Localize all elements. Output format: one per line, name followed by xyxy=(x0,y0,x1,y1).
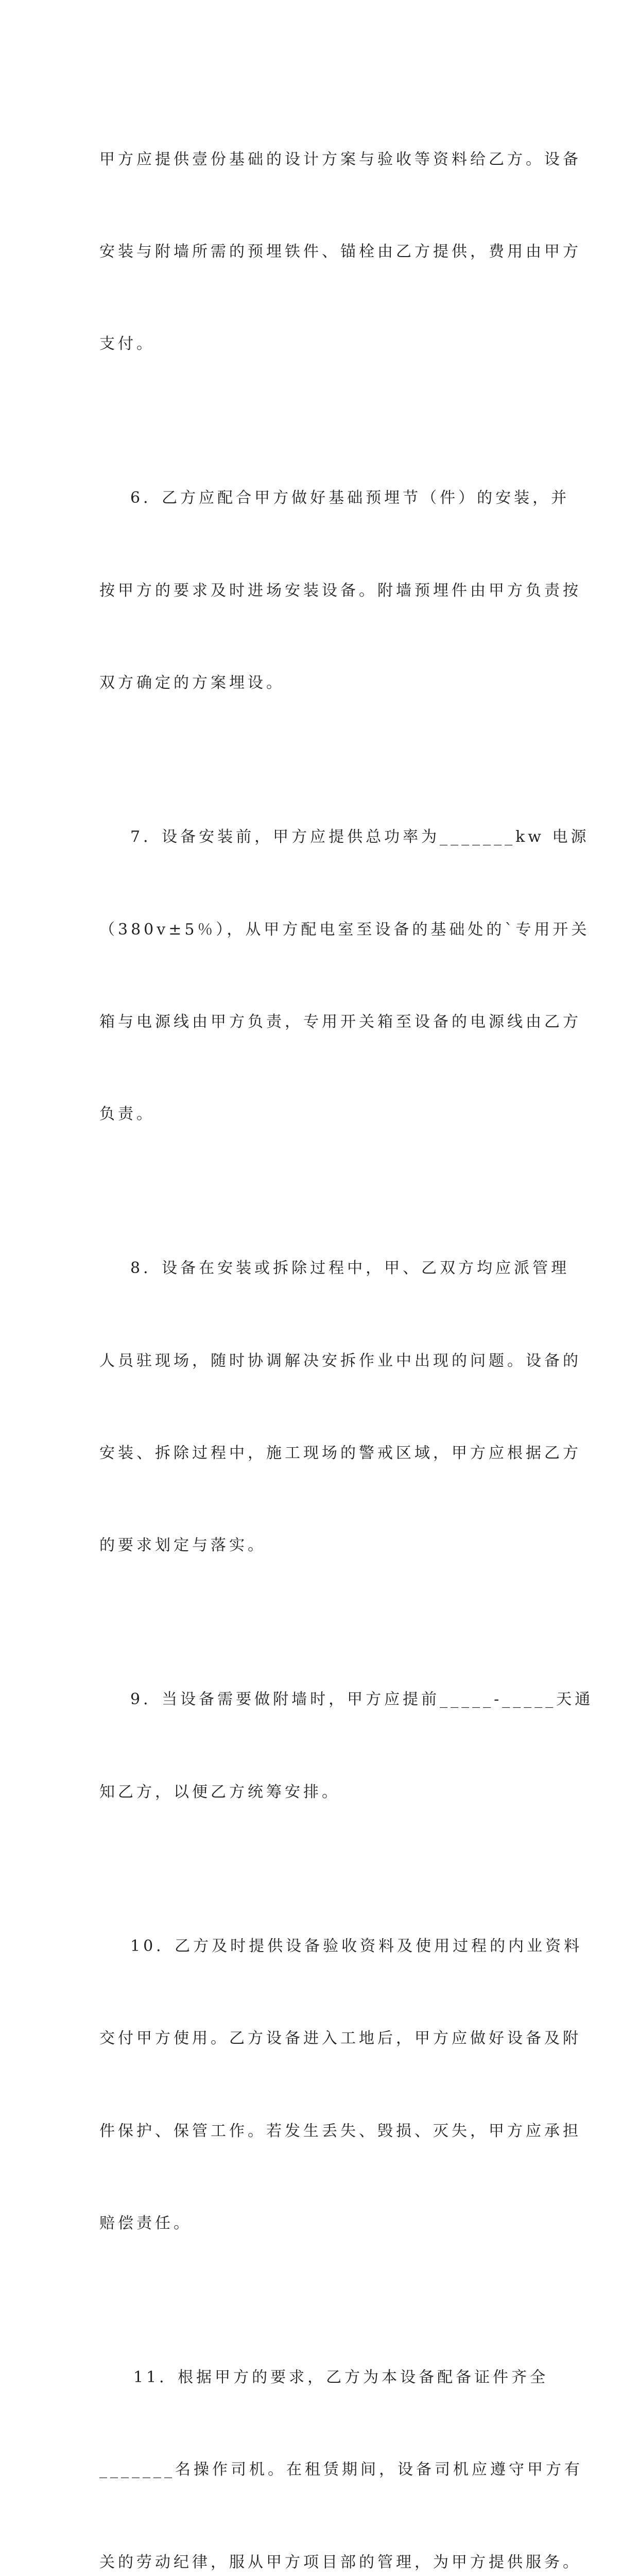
text-line: 负责。 xyxy=(99,1105,155,1124)
text-line: 人员驻现场，随时协调解决安拆作业中出现的问题。设备的 xyxy=(99,1351,581,1370)
text-line: 知乙方，以便乙方统筹安排。 xyxy=(99,1783,340,1801)
text-line: 9．当设备需要做附墙时，甲方应提前_____-_____天通 xyxy=(130,1690,594,1709)
text-line: 6．乙方应配合甲方做好基础预埋节（件）的安装，并 xyxy=(130,489,570,507)
text-line: 10．乙方及时提供设备验收资料及使用过程的内业资料 xyxy=(130,1937,583,1955)
text-line: 7．设备安装前，甲方应提供总功率为_______kw 电源 xyxy=(130,828,590,846)
paragraph-clause-6 xyxy=(99,421,581,760)
paragraph-clause-9 xyxy=(99,1623,594,1869)
text-line: 8．设备在安装或拆除过程中，甲、乙双方均应派管理 xyxy=(130,1259,570,1278)
text-line: 安装、拆除过程中，施工现场的警戒区域，甲方应根据乙方 xyxy=(99,1444,581,1463)
text-line: 件保护、保管工作。若发生丢失、毁损、灭失，甲方应承担 xyxy=(99,2122,581,2140)
paragraph-clause-7 xyxy=(99,760,590,1192)
paragraph-continued xyxy=(99,82,581,421)
text-line: 甲方应提供壹份基础的设计方案与验收等资料给乙方。设备 xyxy=(99,150,581,168)
paragraph-clause-8 xyxy=(99,1192,581,1623)
text-line: 按甲方的要求及时进场安装设备。附墙预埋件由甲方负责按 xyxy=(99,581,581,600)
text-line: 安装与附墙所需的预埋铁件、锚栓由乙方提供，费用由甲方 xyxy=(99,242,581,261)
text-line: 支付。 xyxy=(99,335,155,353)
text-line: _______名操作司机。在租赁期间，设备司机应遵守甲方有 xyxy=(99,2461,583,2479)
text-line: 箱与电源线由甲方负责，专用开关箱至设备的电源线由乙方 xyxy=(99,1012,581,1031)
text-line: 交付甲方使用。乙方设备进入工地后，甲方应做好设备及附 xyxy=(99,2029,581,2048)
text-line: 的要求划定与落实。 xyxy=(99,1536,266,1555)
text-line: （380v±5％），从甲方配电室至设备的基础处的`专用开关 xyxy=(99,920,590,939)
text-line: 11．根据甲方的要求，乙方为本设备配备证件齐全 xyxy=(133,2368,549,2386)
paragraph-clause-10 xyxy=(99,1869,583,2300)
text-line: 赔偿责任。 xyxy=(99,2214,192,2232)
text-line: 关的劳动纪律，服从甲方项目部的管理，为甲方提供服务。 xyxy=(99,2553,581,2571)
document-body xyxy=(99,82,594,2576)
text-line: 双方确定的方案埋设。 xyxy=(99,674,285,692)
paragraph-clause-11 xyxy=(99,2300,583,2576)
